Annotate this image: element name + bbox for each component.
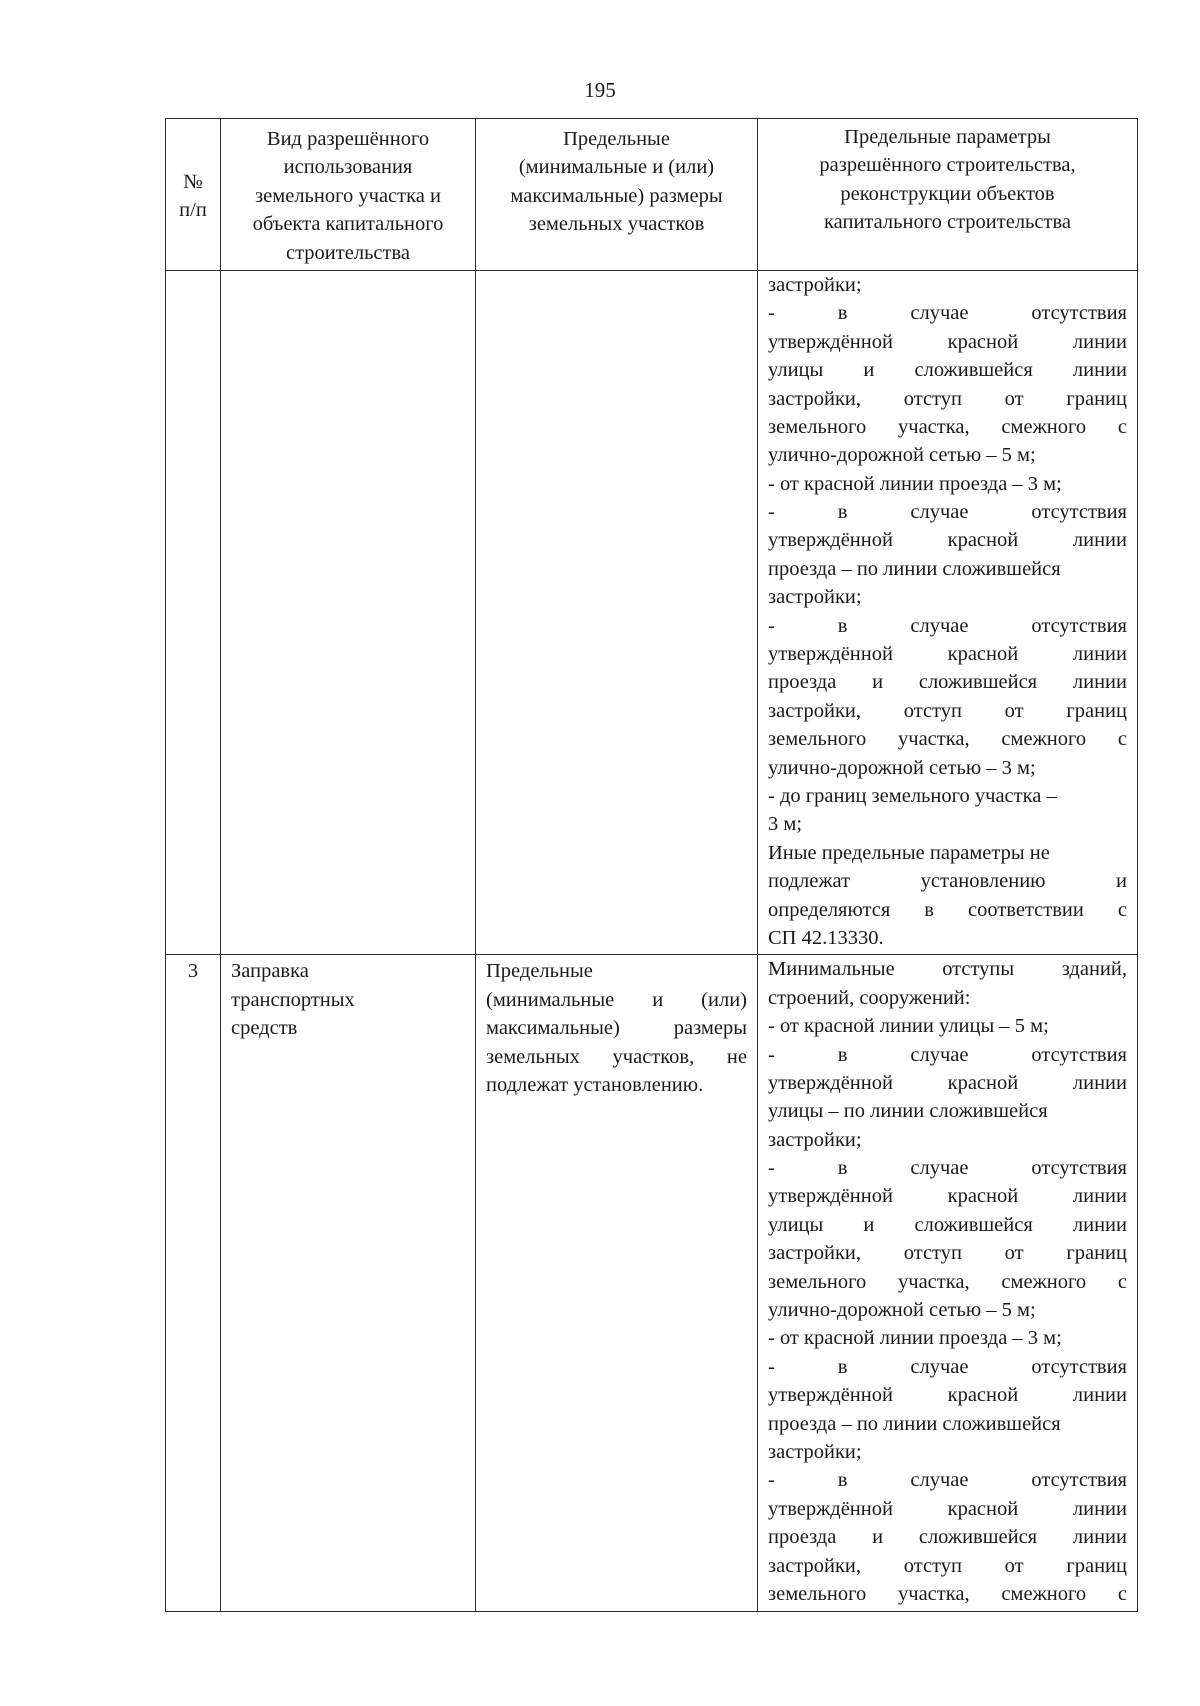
text-line: земельного участка и [255,184,441,207]
text-line: транспортных [231,988,355,1011]
params-text [758,271,1137,954]
text-line: улично-дорожной сетью – 5 м; [768,1299,1036,1322]
text-line: СП 42.13330. [768,926,884,949]
text-line: разрешённого строительства, [819,154,1076,177]
text-line: Предельные параметры [844,126,1051,148]
text-line: застройки, отступ от границ [768,1242,1127,1265]
text-line: 3 м; [768,813,803,836]
plot-size-text [476,955,757,1101]
text-line: утверждённой красной линии [768,529,1127,552]
text-line: максимальные) размеры [486,1017,747,1040]
text-line: земельного участка, смежного с [768,1582,1127,1605]
params-text [758,955,1137,1610]
text-line: - от красной линии проезда – 3 м; [768,1327,1062,1350]
text-line: - в случае отсутствия [768,501,1127,524]
text-line: - от красной линии улицы – 5 м; [768,1015,1049,1038]
text-line: проезда – по линии сложившейся [768,1412,1061,1435]
text-line: утверждённой красной линии [768,643,1127,666]
table-row [166,955,1138,1612]
text-line: Минимальные отступы зданий, [768,958,1127,981]
text-line: Вид разрешённого [266,128,430,150]
text-line: Предельные [563,128,670,150]
text-line: Заправка [231,960,309,983]
text-line: - в случае отсутствия [768,614,1127,637]
regulations-table [165,118,1138,1612]
header-size-lines [476,123,757,241]
text-line: - до границ земельного участка – [768,784,1057,807]
text-line: - от красной линии проезда – 3 м; [768,472,1062,495]
cell-num [166,955,221,1612]
text-line: утверждённой красной линии [768,1384,1127,1407]
text-line: земельного участка, смежного с [768,728,1127,751]
text-line: улицы и сложившейся линии [768,1213,1127,1236]
header-params-lines [758,123,1137,239]
text-line: проезда – по линии сложившейся [768,557,1061,580]
text-line: улично-дорожной сетью – 5 м; [768,444,1036,467]
text-line: строений, сооружений: [768,986,971,1009]
text-line: застройки; [768,1128,862,1151]
text-line: строительства [286,241,410,264]
text-line: № [183,170,203,193]
cell-num [166,270,221,954]
text-line: реконструкции объектов [840,182,1055,205]
text-line: Предельные [486,960,593,983]
permitted-use-text [221,955,475,1044]
text-line: утверждённой красной линии [768,1185,1127,1208]
cell-plot-size [476,270,758,954]
text-line: земельных участков, не [486,1045,747,1068]
text-line: застройки, отступ от границ [768,387,1127,410]
text-line: утверждённой красной линии [768,1071,1127,1094]
text-line: утверждённой красной линии [768,1497,1127,1520]
cell-plot-size [476,955,758,1612]
header-permitted-use [221,119,476,271]
table-row [166,270,1138,954]
table-header-row [166,119,1138,271]
cell-construction-params [758,955,1138,1612]
header-plot-size [476,119,758,271]
text-line: застройки; [768,1440,862,1463]
text-line: подлежат установлению и [768,870,1127,893]
text-line: улицы – по линии сложившейся [768,1100,1048,1123]
header-use-lines [221,123,475,269]
text-line: застройки, отступ от границ [768,1554,1127,1577]
text-line: - в случае отсутствия [768,1469,1127,1492]
text-line: проезда и сложившейся линии [768,671,1127,694]
header-num [166,119,221,271]
cell-permitted-use [221,270,476,954]
text-line: п/п [179,198,207,221]
header-construction-params [758,119,1138,271]
text-line: определяются в соответствии с [768,898,1127,921]
cell-construction-params [758,270,1138,954]
text-line: (минимальные и (или) [518,156,715,179]
text-line: - в случае отсутствия [768,1043,1127,1066]
text-line: земельного участка, смежного с [768,415,1127,438]
text-line: утверждённой красной линии [768,330,1127,353]
text-line: использования [283,156,413,179]
text-line: объекта капитального [252,213,444,236]
text-line: подлежат установлению. [486,1073,704,1096]
text-line: (минимальные и (или) [486,988,747,1011]
text-line: - в случае отсутствия [768,302,1127,325]
text-line: застройки; [768,586,862,609]
text-line: - в случае отсутствия [768,1157,1127,1180]
text-line: - в случае отсутствия [768,1355,1127,1378]
row-number: 3 [187,960,199,983]
text-line: Иные предельные параметры не [768,841,1050,864]
text-line: капитального строительства [824,211,1071,234]
text-line: улицы и сложившейся линии [768,359,1127,382]
text-line: проезда и сложившейся линии [768,1526,1127,1549]
text-line: застройки; [768,273,862,296]
text-line: средств [231,1017,298,1040]
text-line: улично-дорожной сетью – 3 м; [768,756,1036,779]
text-line: максимальные) размеры [510,184,723,207]
header-num-lines [166,166,220,227]
page-number: 195 [584,78,616,102]
text-line: земельного участка, смежного с [768,1270,1127,1293]
text-line: земельных участков [528,213,705,236]
cell-permitted-use [221,955,476,1612]
text-line: застройки, отступ от границ [768,699,1127,722]
